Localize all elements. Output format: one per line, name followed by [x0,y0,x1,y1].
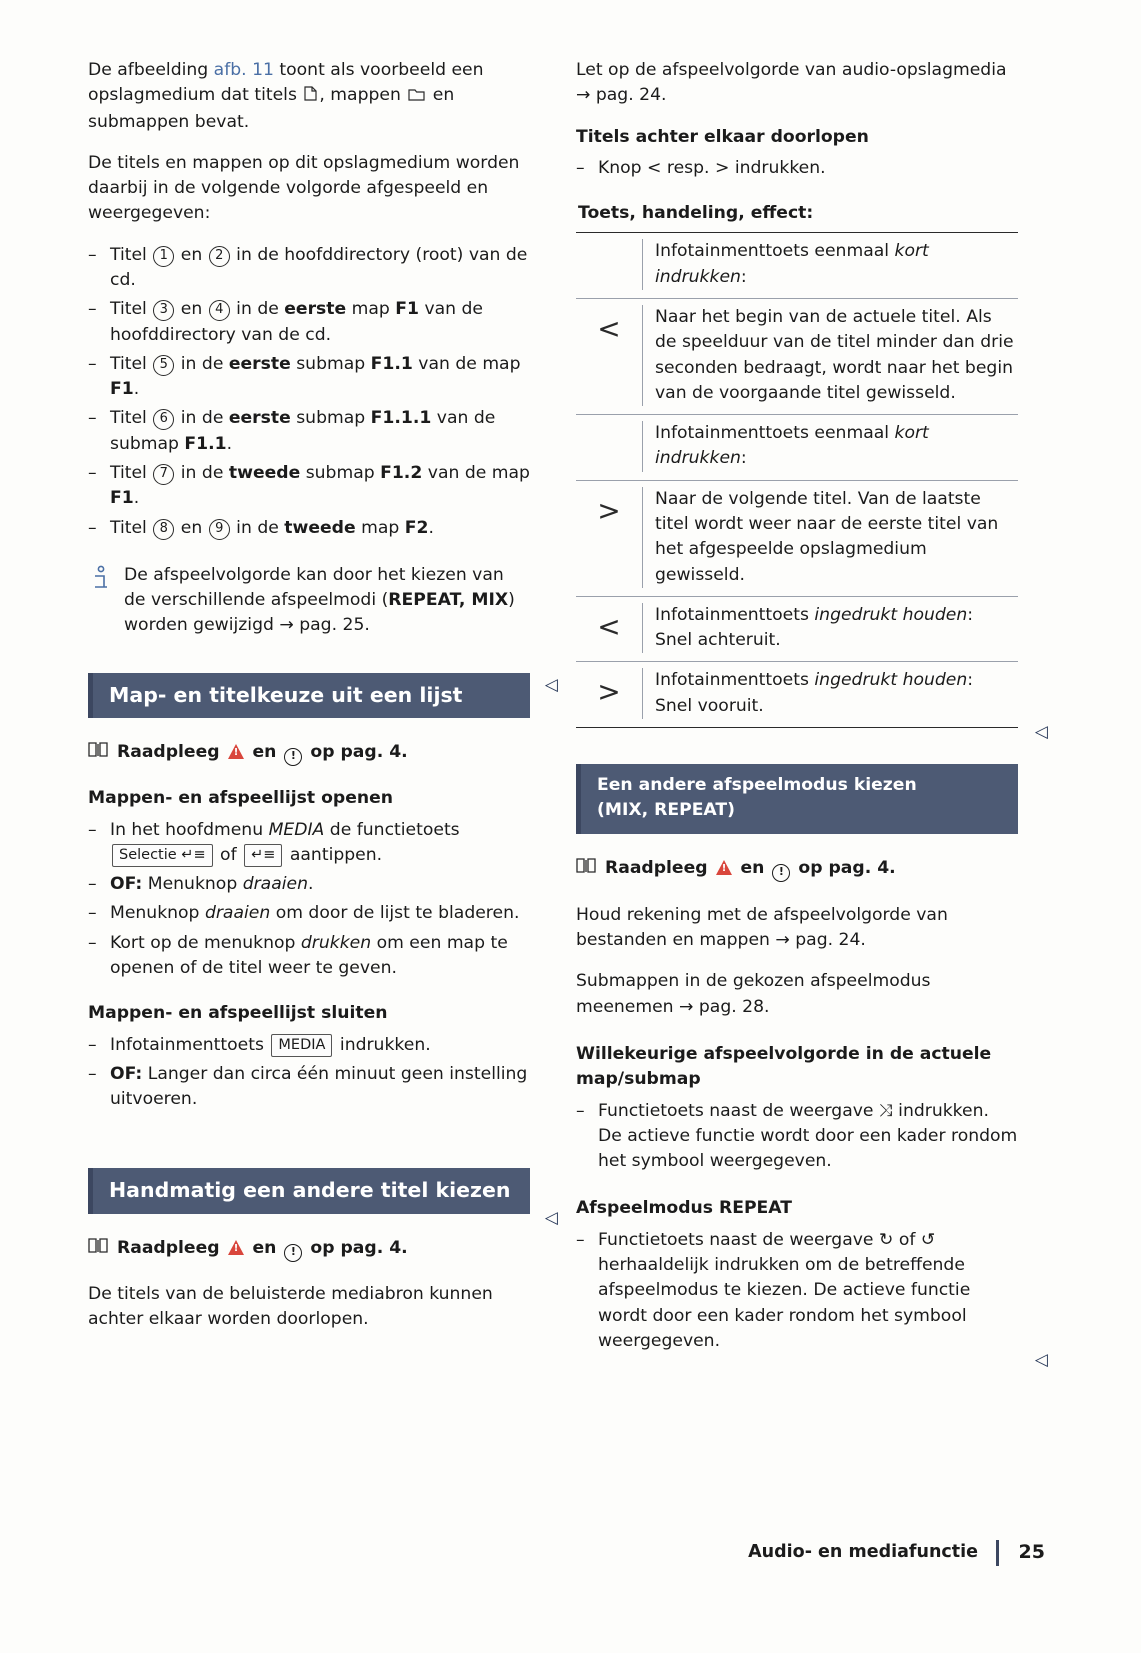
change-marker: ◁ [1034,1350,1048,1370]
circled-number: 9 [209,519,230,540]
footer-divider [996,1540,999,1566]
dash: – [88,1034,97,1055]
description-cell: Infotainmenttoets ingedrukt houden: Snel achteruit. [655,604,974,651]
description-cell: Infotainmenttoets eenmaal kort indrukken: [655,241,929,287]
dash: – [576,1229,585,1250]
list-item: – Infotainmenttoets MEDIA indrukken. [88,1033,530,1058]
reference-note-1: Raadpleeg ! en ! op pag. 4. [88,740,530,766]
warning-triangle-icon [228,1240,245,1255]
dash: – [88,408,97,429]
repeat-icon: ↻ [878,1229,894,1250]
fast-forward-key[interactable]: > [576,668,643,719]
circled-number: 1 [153,246,174,267]
subheading-open-list: Mappen- en afspeellijst openen [88,788,394,809]
table-row [576,233,1018,299]
dash: – [88,1063,97,1084]
list-item: – Titel 3 en 4 in de eerste map F1 van de hoofddirectory van de cd. [88,299,484,345]
open-list-steps [88,818,530,982]
dash: – [88,299,97,320]
close-list-steps [88,1033,530,1113]
table-row [576,481,1018,597]
warning-triangle-icon [228,744,245,759]
reference-note-3: Raadpleeg ! en ! op pag. 4. [576,856,1018,882]
change-marker: ◁ [1034,722,1048,742]
list-item: – Kort op de menuknop drukken om een map te openen of de titel weer te geven. [88,932,508,978]
list-item: – Titel 6 in de eerste submap F1.1.1 van de submap F1.1. [88,408,496,454]
change-marker: ◁ [544,1208,558,1228]
section-heading-playmode: Een andere afspeelmodus kiezen (MIX, REPEAT) [576,764,1018,835]
table-row [576,597,1018,663]
table-row [576,415,1018,481]
table-row [576,299,1018,415]
playback-order-note: Let op de afspeelvolgorde van audio-opslagmedia → pag. 24. [576,60,1007,106]
key-media[interactable]: MEDIA [271,1034,332,1057]
list-item: – Menuknop draaien om door de lijst te bladeren. [88,901,530,926]
dash: – [88,244,97,265]
repeat-steps [576,1228,1018,1354]
two-column-body [88,58,1048,1438]
next-track-key[interactable]: > [576,487,643,588]
circled-number: 5 [153,355,174,376]
circled-number: 7 [153,464,174,485]
notice-circle-icon: ! [772,864,790,882]
subheading-random: Willekeurige afspeelvolgorde in de actuele map/submap [576,1044,992,1090]
description-cell: Naar de volgende titel. Van de laatste titel wordt weer naar de eerste titel van het afgespeelde opslagmedium gewisseld. [655,488,999,585]
change-marker: ◁ [544,675,558,695]
random-steps [576,1099,1018,1175]
book-icon [88,740,108,766]
list-item: – Functietoets naast de weergave ↻ of ↺ herhaaldelijk indrukken om de betreffende afspeelmodus te kiezen. De actieve functie wordt door een kader rondom het symbool weergegeven. [576,1229,971,1351]
list-item: – Titel 1 en 2 in de hoofddirectory (root) van de cd. [88,244,528,290]
dash: – [88,932,97,953]
list-item: – Titel 8 en 9 in de tweede map F2. [88,516,530,541]
subheading-repeat: Afspeelmodus REPEAT [576,1198,792,1219]
folder-icon [408,84,425,109]
skip-track-steps [576,156,1018,181]
list-item: – Titel 7 in de tweede submap F1.2 van de map F1. [88,462,530,509]
order-list [88,243,530,541]
description-cell: Infotainmenttoets ingedrukt houden: Snel vooruit. [655,670,974,716]
subheading-skip-tracks: Titels achter elkaar doorlopen [576,126,869,147]
page-number: 25 [1018,1541,1045,1564]
rewind-key[interactable]: < [576,603,643,654]
circled-number: 6 [153,409,174,430]
circled-number: 8 [153,519,174,540]
dash: – [88,903,97,924]
repeat-one-icon: ↺ [920,1229,936,1250]
key-enter[interactable]: ↵≡ [244,844,282,867]
dash: – [88,517,97,538]
playback-modes: REPEAT, MIX [388,590,509,611]
book-icon [576,856,596,882]
right-column [576,58,1048,1438]
section-heading-list-selection: Map- en titelkeuze uit een lijst [88,673,530,718]
footer-chapter: Audio- en mediafunctie [748,1542,979,1563]
subheading-close-list: Mappen- en afspeellijst sluiten [88,1003,388,1024]
book-icon [88,1236,108,1262]
circled-number: 3 [153,300,174,321]
warning-triangle-icon [716,860,733,875]
reference-note-2: Raadpleeg ! en ! op pag. 4. [88,1236,530,1262]
description-cell: Infotainmenttoets eenmaal kort indrukken: [655,423,929,469]
figure-link[interactable]: afb. 11 [213,60,274,80]
list-item: – Functietoets naast de weergave ⤨ indrukken. De actieve functie wordt door een kader rondom het symbool weergegeven. [576,1100,1018,1172]
notice-circle-icon: ! [284,1244,302,1262]
dash: – [576,1100,585,1121]
dash: – [88,353,97,374]
list-item: – In het hoofdmenu MEDIA de functietoets Selectie ↵≡ of ↵≡ aantippen. [88,818,530,869]
file-icon [304,84,317,109]
circled-number: 4 [209,300,230,321]
playmode-paragraph-1: Houd rekening met de afspeelvolgorde van bestanden en mappen → pag. 24. [576,904,948,951]
manual-track-paragraph: De titels van de beluisterde mediabron kunnen achter elkaar worden doorlopen. [88,1284,493,1330]
info-note [88,563,530,639]
table-caption: Toets, handeling, effect: [578,203,814,224]
list-item: – Knop < resp. > indrukken. [576,156,1018,181]
list-item: – OF: Langer dan circa één minuut geen instelling uitvoeren. [88,1063,528,1110]
dash: – [88,819,97,840]
description-cell: Naar het begin van de actuele titel. Als de speelduur van de titel minder dan drie seconden bedraagt, wordt naar het begin van de voorgaande titel gewisseld. [655,306,1014,403]
list-item: – Titel 5 in de eerste submap F1.1 van de map F1. [88,353,521,400]
table-row [576,662,1018,728]
section-heading-manual-track: Handmatig een andere titel kiezen [88,1168,530,1213]
order-paragraph: De titels en mappen op dit opslagmedium worden daarbij in de volgende volgorde afgespeeld en weergegeven: [88,152,520,224]
left-column [88,58,558,1438]
key-selectie[interactable]: Selectie ↵≡ [112,844,213,867]
dash: – [576,157,585,178]
dash: – [88,462,97,483]
prev-track-key[interactable]: < [576,305,643,406]
info-i-icon [88,563,114,639]
playmode-paragraph-2: Submappen in de gekozen afspeelmodus meenemen → pag. 28. [576,971,931,1017]
shuffle-icon: ⤨ [878,1100,893,1121]
dash: – [88,874,97,895]
list-item: – OF: Menuknop draaien. [88,872,530,897]
page-footer [88,1539,1045,1567]
circled-number: 2 [209,246,230,267]
info-note-text: De afspeelvolgorde kan door het kiezen van de verschillende afspeelmodi (REPEAT, MIX) worden gewijzigd → pag. 25. [124,564,515,636]
notice-circle-icon: ! [284,748,302,766]
key-cell [576,421,643,472]
key-cell [576,239,643,290]
key-action-table [576,232,1018,728]
intro-paragraph: De afbeelding afb. 11 toont als voorbeeld een opslagmedium dat titels , mappen en submappen bevat. [88,60,484,132]
